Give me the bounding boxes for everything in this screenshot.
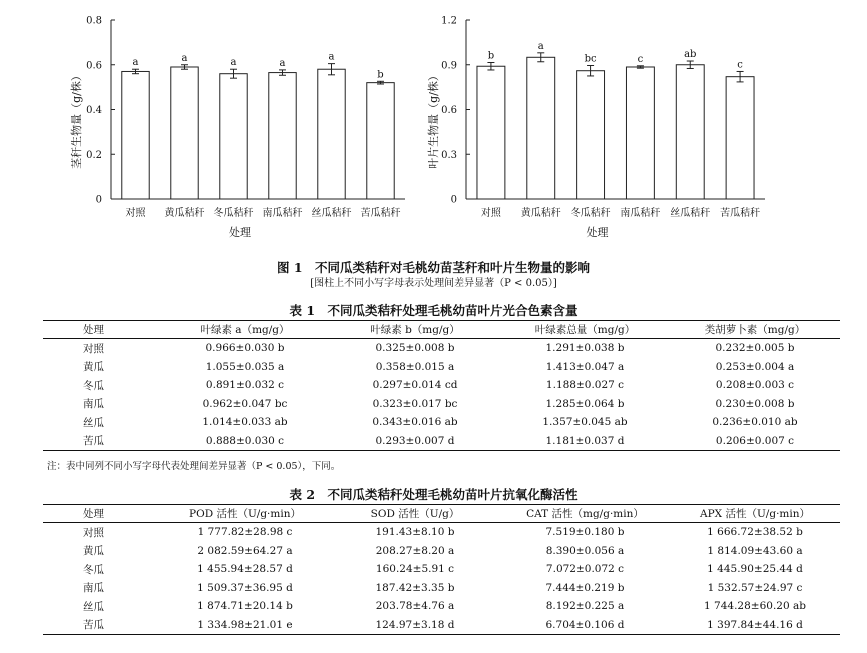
bar (269, 73, 296, 199)
table-cell: 1 509.37±36.95 d (197, 581, 293, 594)
table-cell: 191.43±8.10 b (375, 526, 455, 539)
table-cell: 0.325±0.008 b (375, 342, 455, 355)
table-cell: 0.253±0.004 a (715, 360, 795, 373)
leaf-biomass-chart (426, 16, 765, 240)
table-row (43, 523, 840, 542)
stem-biomass-chart (69, 16, 405, 240)
table-row (43, 579, 840, 598)
table-cell: 0.962±0.047 bc (202, 397, 288, 410)
column-header: 处理 (83, 508, 104, 520)
table-cell: 1 744.28±60.20 ab (704, 600, 806, 613)
y-tick-label: 0.8 (86, 15, 102, 27)
bar (626, 67, 654, 199)
x-tick-label: 丝瓜秸秆 (670, 208, 711, 219)
column-header: 处理 (83, 324, 104, 336)
table-row (43, 432, 840, 451)
significance-label: a (537, 40, 544, 52)
table-cell: 1.291±0.038 b (545, 342, 625, 355)
table1-note: 注：表中同列不同小写字母代表处理间差异显著（P < 0.05），下同。 (47, 461, 341, 472)
table-cell: 对照 (83, 342, 104, 355)
table-cell: 南瓜 (83, 582, 104, 595)
column-header: 叶绿素 b（mg/g） (370, 324, 460, 336)
x-tick-label: 南瓜秸秆 (262, 208, 303, 219)
table-cell: 0.297±0.014 cd (372, 379, 458, 392)
significance-label: ab (684, 49, 697, 61)
table-cell: 1 532.57±24.97 c (707, 581, 803, 594)
bar (367, 83, 394, 199)
table-cell: 1 445.90±25.44 d (707, 563, 803, 576)
y-axis-label: 茎秆生物量（g/株） (70, 70, 83, 169)
table-cell: 苦瓜 (83, 619, 104, 632)
table-cell: 124.97±3.18 d (375, 618, 455, 631)
table-cell: 0.293±0.007 d (375, 434, 455, 447)
table-cell: 1.357±0.045 ab (542, 416, 628, 429)
table-cell: 0.966±0.030 b (205, 342, 285, 355)
bar (220, 74, 247, 199)
bar (726, 77, 754, 199)
table-cell: 冬瓜 (83, 563, 104, 576)
y-axis-label: 叶片生物量（g/株） (427, 70, 440, 169)
table-cell: 0.208±0.003 c (715, 379, 795, 392)
figure-title: 图 1 不同瓜类秸秆对毛桃幼苗茎秆和叶片生物量的影响 (276, 260, 591, 275)
table-cell: 冬瓜 (83, 379, 104, 392)
column-header: POD 活性（U/g·min） (189, 508, 301, 520)
table-row (43, 395, 840, 414)
x-tick-label: 苦瓜秸秆 (360, 208, 401, 219)
table-cell: 0.323±0.017 bc (372, 397, 458, 410)
table-row (43, 560, 840, 579)
significance-label: b (487, 50, 495, 62)
significance-label: a (132, 57, 139, 69)
significance-label: bc (584, 53, 597, 65)
table-cell: 丝瓜 (83, 600, 104, 613)
table-cell: 黄瓜 (83, 361, 104, 374)
table-cell: 1 455.94±28.57 d (197, 563, 293, 576)
table-cell: 0.230±0.008 b (715, 397, 795, 410)
table-cell: 0.358±0.015 a (375, 360, 455, 373)
table-row (43, 376, 840, 395)
table-cell: 1 397.84±44.16 d (707, 618, 803, 631)
table-cell: 0.232±0.005 b (715, 342, 795, 355)
table-row (43, 413, 840, 432)
table-cell: 1.014±0.033 ab (202, 416, 288, 429)
table-cell: 丝瓜 (83, 416, 104, 429)
y-tick-label: 0 (450, 194, 457, 206)
column-header: CAT 活性（mg/g·min） (526, 508, 644, 520)
table-cell: 1.413±0.047 a (545, 360, 625, 373)
figure-1 (0, 0, 867, 252)
significance-label: c (737, 59, 743, 71)
table-cell: 0.891±0.032 c (205, 379, 285, 392)
bar (318, 69, 345, 199)
table-cell: 0.343±0.016 ab (372, 416, 458, 429)
x-tick-label: 对照 (125, 208, 146, 219)
bar (577, 71, 605, 199)
x-tick-label: 丝瓜秸秆 (311, 208, 352, 219)
column-header: 叶绿素总量（mg/g） (534, 324, 636, 336)
column-header: APX 活性（U/g·min） (700, 508, 810, 520)
table-cell: 黄瓜 (83, 545, 104, 558)
table-cell: 1 777.82±28.98 c (197, 526, 293, 539)
table-cell: 南瓜 (83, 398, 104, 411)
y-tick-label: 0.2 (86, 149, 102, 161)
table2-title: 表 2 不同瓜类秸秆处理毛桃幼苗叶片抗氧化酶活性 (289, 487, 578, 502)
y-tick-label: 1.2 (441, 15, 457, 27)
bar (171, 67, 198, 199)
table-cell: 8.390±0.056 a (545, 544, 625, 557)
table1 (43, 320, 840, 451)
table-cell: 160.24±5.91 c (375, 563, 455, 576)
x-tick-label: 冬瓜秸秆 (570, 208, 611, 219)
y-tick-label: 0.4 (86, 105, 102, 116)
x-axis-label: 处理 (586, 226, 609, 239)
table2 (43, 504, 840, 635)
table-row (43, 616, 840, 635)
x-tick-label: 冬瓜秸秆 (213, 208, 254, 219)
x-tick-label: 黄瓜秸秆 (164, 208, 205, 219)
column-header: 叶绿素 a（mg/g） (200, 324, 290, 336)
table-cell: 对照 (83, 526, 104, 539)
table-cell: 1.181±0.037 d (545, 434, 625, 447)
table-row (43, 542, 840, 561)
significance-label: a (279, 57, 286, 69)
bar (122, 71, 149, 199)
table1-title: 表 1 不同瓜类秸秆处理毛桃幼苗叶片光合色素含量 (289, 303, 578, 318)
significance-label: a (230, 57, 237, 69)
table-cell: 1 874.71±20.14 b (197, 600, 293, 613)
table-cell: 1 666.72±38.52 b (707, 526, 803, 539)
table-cell: 0.206±0.007 c (715, 434, 795, 447)
table-cell: 187.42±3.35 b (375, 581, 455, 594)
table-cell: 2 082.59±64.27 a (197, 544, 293, 557)
x-axis-label: 处理 (229, 226, 251, 239)
table-header-row (43, 321, 840, 339)
y-tick-label: 0.6 (441, 105, 457, 116)
significance-label: a (328, 51, 335, 63)
table-cell: 苦瓜 (83, 435, 104, 448)
bar (527, 57, 555, 199)
y-tick-label: 0.3 (441, 149, 457, 161)
table-cell: 1.285±0.064 b (545, 397, 625, 410)
bar (477, 66, 505, 199)
table-cell: 208.27±8.20 a (375, 544, 455, 557)
table-cell: 1.188±0.027 c (545, 379, 625, 392)
bar (676, 65, 704, 199)
table-cell: 6.704±0.106 d (545, 618, 625, 631)
x-tick-label: 黄瓜秸秆 (520, 208, 561, 219)
y-tick-label: 0.6 (86, 60, 102, 72)
table-cell: 0.888±0.030 c (205, 434, 285, 447)
table-row (43, 358, 840, 377)
figure-note: [图柱上不同小写字母表示处理间差异显著（P < 0.05）] (310, 278, 557, 289)
column-header: SOD 活性（U/g） (370, 508, 460, 520)
significance-label: a (181, 52, 188, 64)
table-cell: 1 814.09±43.60 a (707, 544, 803, 557)
y-tick-label: 0 (95, 194, 102, 206)
table-cell: 203.78±4.76 a (375, 600, 455, 613)
significance-label: c (637, 53, 644, 65)
x-tick-label: 苦瓜秸秆 (720, 208, 761, 219)
significance-label: b (377, 69, 384, 81)
column-header: 类胡萝卜素（mg/g） (704, 324, 806, 336)
x-tick-label: 对照 (480, 208, 501, 219)
table-cell: 8.192±0.225 a (545, 600, 625, 613)
table-cell: 1.055±0.035 a (205, 360, 285, 373)
table-cell: 7.072±0.072 c (545, 563, 625, 576)
x-tick-label: 南瓜秸秆 (620, 208, 661, 219)
table-row (43, 597, 840, 616)
table-cell: 0.236±0.010 ab (712, 416, 798, 429)
y-tick-label: 0.9 (441, 60, 457, 72)
table-header-row (43, 505, 840, 523)
table-cell: 7.444±0.219 b (545, 581, 625, 594)
table-cell: 7.519±0.180 b (545, 526, 625, 539)
table-cell: 1 334.98±21.01 e (197, 618, 293, 631)
table-row (43, 339, 840, 358)
